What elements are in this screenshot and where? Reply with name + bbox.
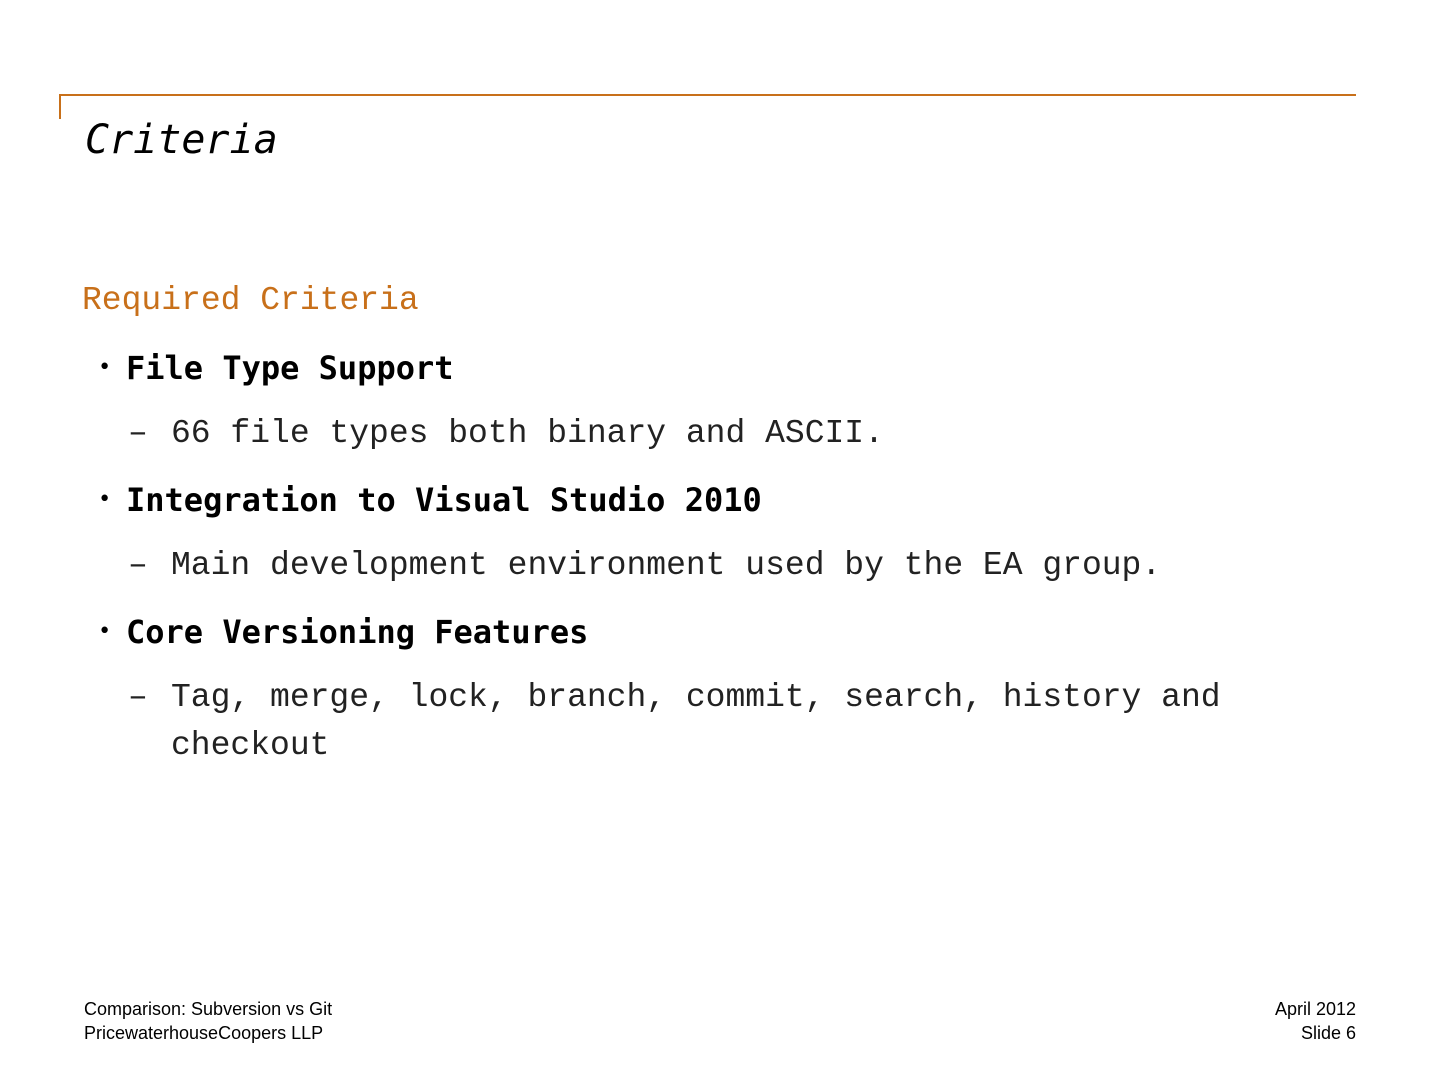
bullet-item-visual-studio-integration [98,480,762,520]
dash-icon: – [128,547,148,584]
bullet-item-core-versioning [98,612,588,652]
dash-icon: – [128,415,148,452]
title-frame-top-line [59,94,1356,96]
bullet-icon: • [98,355,112,380]
bullet-item-file-type-support [98,348,454,388]
sub-item-text: 66 file types both binary and ASCII. [171,415,884,452]
footer-presentation-title: Comparison: Subversion vs Git [84,999,333,1019]
sub-item-dev-environment [128,542,1328,590]
sub-item-text: Tag, merge, lock, branch, commit, search, history and checkout [171,679,1221,764]
sub-item-file-types [128,410,1328,458]
title-frame-left-tick [59,94,61,119]
bullet-label: Integration to Visual Studio 2010 [126,481,762,519]
bullet-label: File Type Support [126,349,454,387]
bullet-icon: • [98,487,112,512]
footer-slide-number: Slide 6 [1300,1023,1356,1043]
slide-title: Criteria [85,117,278,163]
footer-left [84,997,332,1045]
footer-date: April 2012 [1274,999,1356,1019]
footer-right [1275,997,1356,1045]
sub-item-text: Main development environment used by the EA group. [171,547,1162,584]
section-heading: Required Criteria [82,282,419,319]
bullet-icon: • [98,619,112,644]
bullet-label: Core Versioning Features [126,613,589,651]
sub-item-versioning-features [128,674,1238,770]
footer-company: PricewaterhouseCoopers LLP [84,1023,324,1043]
dash-icon: – [128,679,148,716]
